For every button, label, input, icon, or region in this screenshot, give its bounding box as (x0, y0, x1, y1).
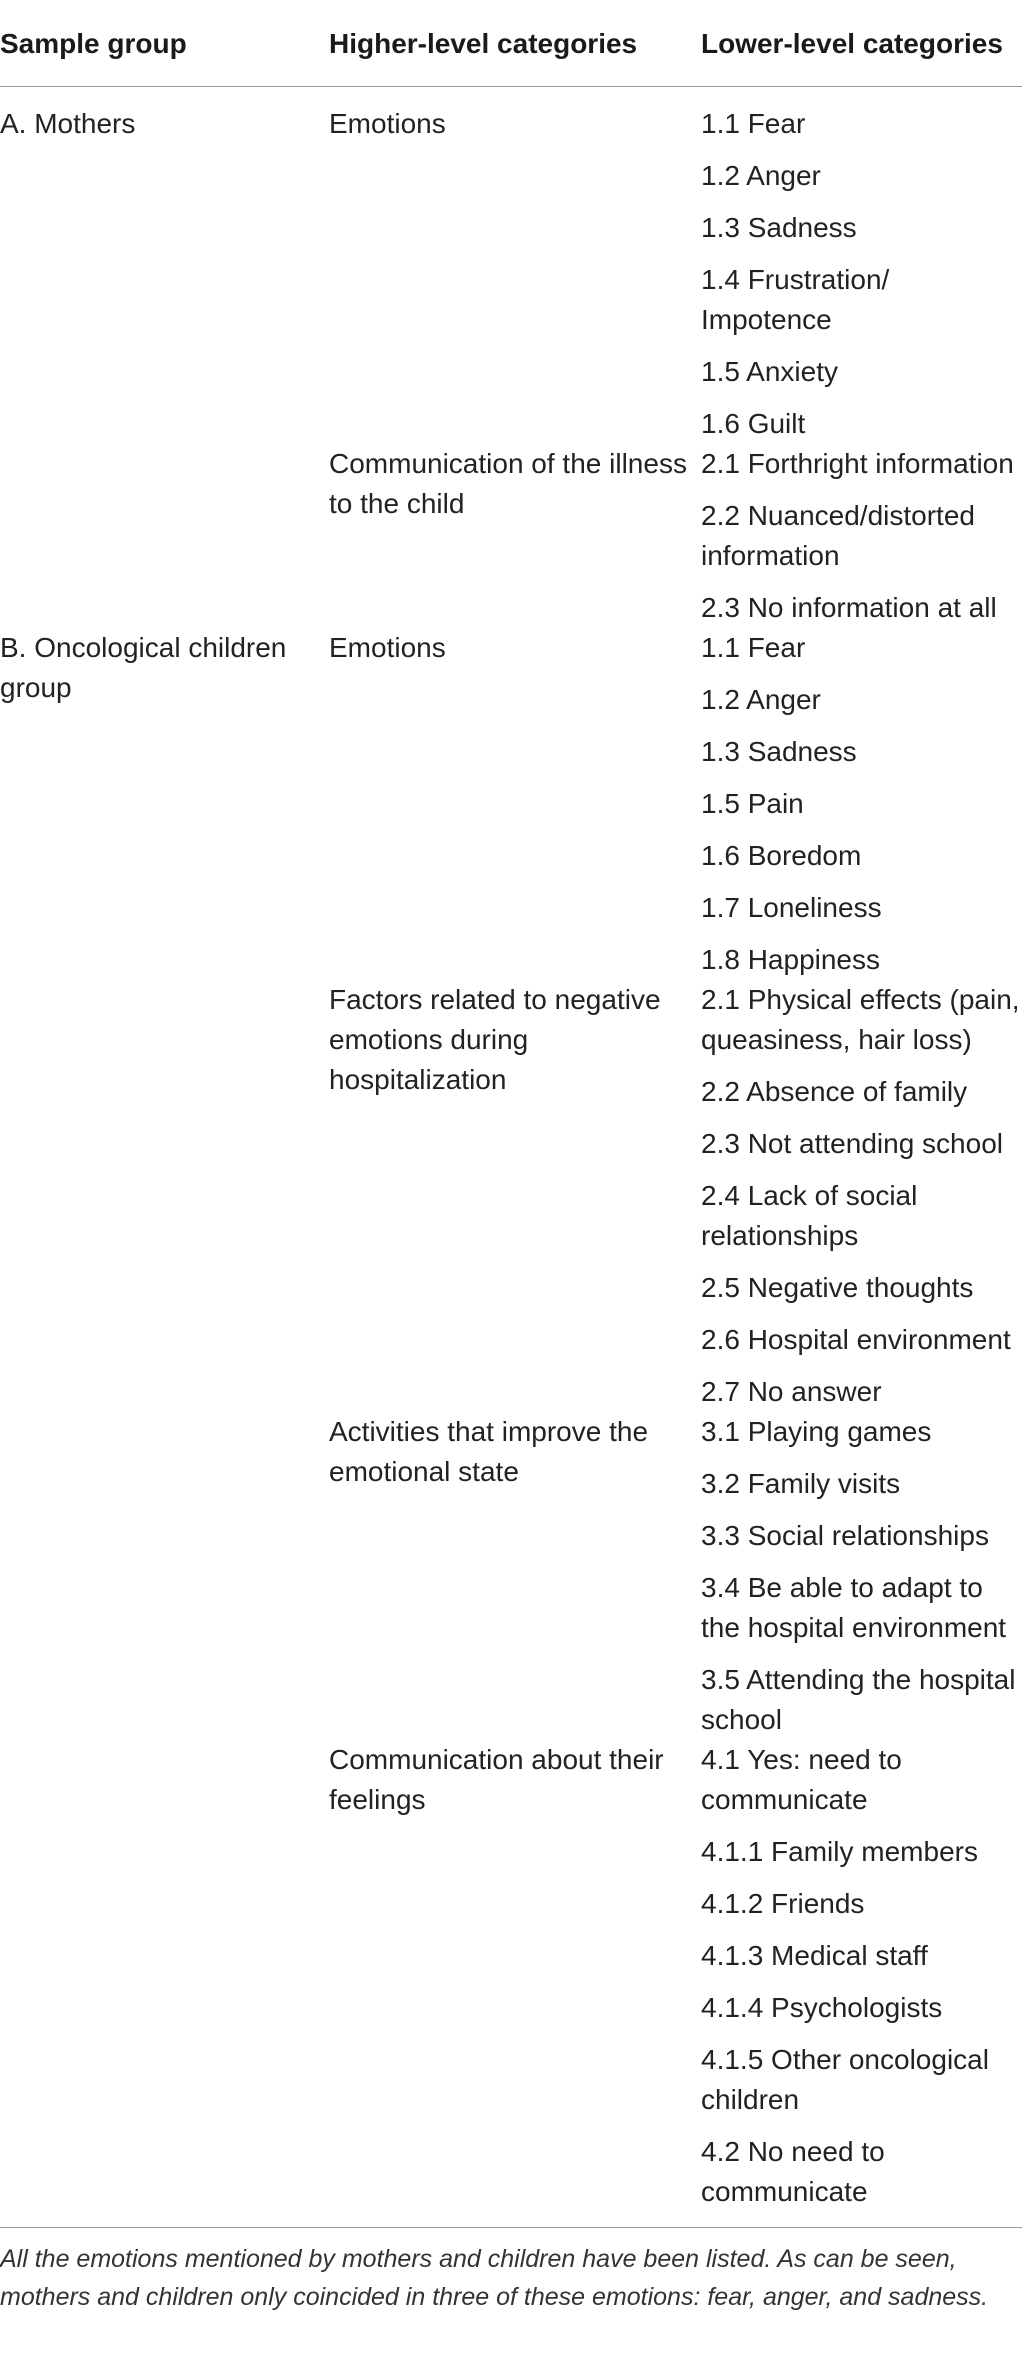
lower-category-cell: 4.1.4 Psychologists (701, 1992, 943, 2023)
higher-category-cell: Emotions (329, 108, 446, 139)
lower-category-cell: 1.7 Loneliness (701, 892, 882, 923)
table-footnote: All the emotions mentioned by mothers and children have been listed. As can be seen, mothers and children only coincided in three of these emotions: fear, anger, and sadness. (0, 2245, 989, 2311)
lower-category-cell: 1.1 Fear (701, 632, 806, 663)
lower-category-cell: 4.1.1 Family members (701, 1836, 978, 1867)
lower-category-cell: 1.2 Anger (701, 160, 821, 191)
lower-category-cell: 4.1.2 Friends (701, 1888, 865, 1919)
table-header (0, 0, 1022, 87)
lower-category-cell: 1.5 Anxiety (701, 356, 838, 387)
lower-category-cell: 1.1 Fear (701, 108, 806, 139)
lower-category-cell: 1.3 Sadness (701, 736, 857, 767)
lower-category-cell: 4.1 Yes: need to communicate (701, 1744, 902, 1815)
header-sample-group: Sample group (0, 28, 187, 59)
higher-category-cell: Emotions (329, 632, 446, 663)
lower-category-cell: 2.4 Lack of social relationships (701, 1180, 918, 1251)
lower-category-cell: 1.6 Boredom (701, 840, 862, 871)
lower-category-cell: 1.2 Anger (701, 684, 821, 715)
higher-category-cell: Factors related to negative emotions during hospitalization (329, 984, 661, 1095)
lower-category-cell: 1.8 Happiness (701, 944, 881, 975)
lower-category-cell: 1.6 Guilt (701, 408, 806, 439)
lower-category-cell: 1.3 Sadness (701, 212, 857, 243)
lower-category-cell: 4.2 No need to communicate (701, 2136, 885, 2207)
header-higher-level: Higher-level categories (329, 28, 638, 59)
lower-category-cell: 4.1.3 Medical staff (701, 1940, 928, 1971)
lower-category-cell: 4.1.5 Other oncological children (701, 2044, 989, 2115)
header-lower-level: Lower-level categories (701, 28, 1003, 59)
lower-category-cell: 2.1 Forthright information (701, 448, 1014, 479)
sample-group-cell: B. Oncological children group (0, 632, 287, 703)
lower-category-cell: 3.2 Family visits (701, 1468, 901, 1499)
lower-category-cell: 2.6 Hospital environment (701, 1324, 1011, 1355)
lower-category-cell: 1.5 Pain (701, 788, 804, 819)
lower-category-cell: 2.3 Not attending school (701, 1128, 1003, 1159)
lower-category-cell: 3.5 Attending the hospital school (701, 1664, 1016, 1735)
lower-category-cell: 2.1 Physical effects (pain, queasiness, hair loss) (701, 984, 1020, 1055)
lower-category-cell: 3.4 Be able to adapt to the hospital environment (701, 1572, 1007, 1643)
higher-category-cell: Communication about their feelings (329, 1744, 664, 1815)
lower-category-cell: 2.2 Nuanced/distorted information (701, 500, 975, 571)
higher-category-cell: Activities that improve the emotional state (329, 1416, 649, 1487)
lower-category-cell: 3.1 Playing games (701, 1416, 932, 1447)
higher-category-cell: Communication of the illness to the child (329, 448, 687, 519)
lower-category-cell: 1.4 Frustration/ Impotence (701, 264, 890, 335)
sample-group-cell: A. Mothers (0, 108, 136, 139)
lower-category-cell: 2.7 No answer (701, 1376, 882, 1407)
lower-category-cell: 2.3 No information at all (701, 592, 997, 623)
table-bottom-rule (0, 2227, 1022, 2228)
lower-category-cell: 3.3 Social relationships (701, 1520, 989, 1551)
lower-category-cell: 2.5 Negative thoughts (701, 1272, 974, 1303)
lower-category-cell: 2.2 Absence of family (701, 1076, 968, 1107)
